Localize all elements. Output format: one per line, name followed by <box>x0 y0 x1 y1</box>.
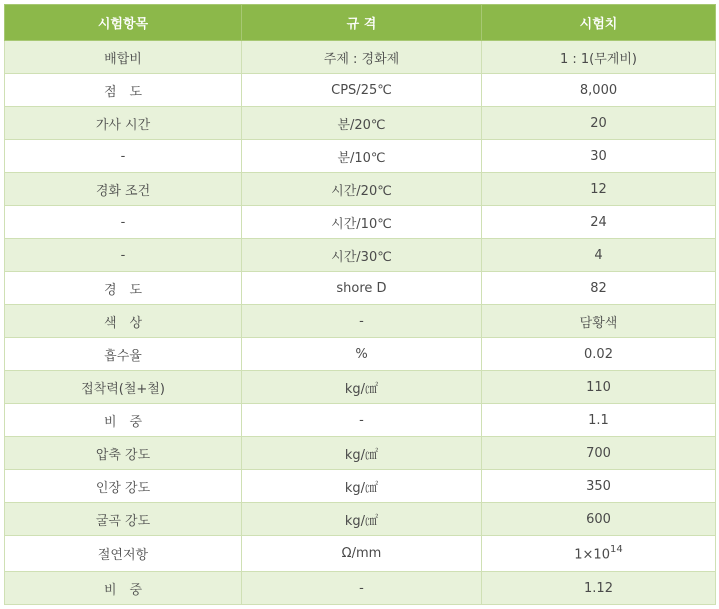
cell-value: 1.1 <box>482 404 716 437</box>
cell-value: 8,000 <box>482 74 716 107</box>
cell-value: 110 <box>482 371 716 404</box>
cell-value: 350 <box>482 470 716 503</box>
value-exponent: 14 <box>609 543 623 555</box>
cell-spec: kg/㎠ <box>242 371 482 404</box>
cell-item: 비 중 <box>5 572 242 605</box>
cell-item: 접착력(철+철) <box>5 371 242 404</box>
cell-item: 가사 시간 <box>5 107 242 140</box>
cell-value: 24 <box>482 206 716 239</box>
cell-item: - <box>5 239 242 272</box>
cell-spec: - <box>242 305 482 338</box>
table-row <box>5 272 716 305</box>
table-row <box>5 404 716 437</box>
table-row <box>5 371 716 404</box>
table-row <box>5 74 716 107</box>
cell-spec: Ω/mm <box>242 536 482 572</box>
cell-value: 20 <box>482 107 716 140</box>
cell-spec: shore D <box>242 272 482 305</box>
header-row <box>5 5 716 41</box>
table-row <box>5 338 716 371</box>
cell-item: - <box>5 140 242 173</box>
table-row <box>5 239 716 272</box>
header-test-item: 시험항목 <box>5 5 242 41</box>
table-row <box>5 536 716 572</box>
cell-spec: CPS/25℃ <box>242 74 482 107</box>
cell-value: 82 <box>482 272 716 305</box>
cell-value: 4 <box>482 239 716 272</box>
cell-item: 색 상 <box>5 305 242 338</box>
cell-spec: 시간/10℃ <box>242 206 482 239</box>
table-row <box>5 41 716 74</box>
cell-spec: 주제 : 경화제 <box>242 41 482 74</box>
table-row <box>5 173 716 206</box>
cell-spec: % <box>242 338 482 371</box>
table-row <box>5 107 716 140</box>
table-row <box>5 140 716 173</box>
cell-value: 30 <box>482 140 716 173</box>
cell-spec: 분/20℃ <box>242 107 482 140</box>
cell-item: 경화 조건 <box>5 173 242 206</box>
cell-value: 0.02 <box>482 338 716 371</box>
spec-table <box>4 4 716 605</box>
cell-value: 12 <box>482 173 716 206</box>
cell-value: 600 <box>482 503 716 536</box>
cell-item: 절연저항 <box>5 536 242 572</box>
cell-item: 흡수율 <box>5 338 242 371</box>
cell-item: - <box>5 206 242 239</box>
cell-value: 담황색 <box>482 305 716 338</box>
cell-spec: 분/10℃ <box>242 140 482 173</box>
cell-value <box>482 536 716 572</box>
table-row <box>5 305 716 338</box>
header-spec: 규 격 <box>242 5 482 41</box>
cell-spec: kg/㎠ <box>242 503 482 536</box>
cell-spec: kg/㎠ <box>242 470 482 503</box>
table-row <box>5 572 716 605</box>
header-test-value: 시험치 <box>482 5 716 41</box>
cell-value: 700 <box>482 437 716 470</box>
cell-item: 배합비 <box>5 41 242 74</box>
cell-spec: kg/㎠ <box>242 437 482 470</box>
cell-item: 비 중 <box>5 404 242 437</box>
cell-item: 점 도 <box>5 74 242 107</box>
table-row <box>5 503 716 536</box>
cell-spec: - <box>242 572 482 605</box>
cell-value: 1 : 1(무게비) <box>482 41 716 74</box>
cell-item: 압축 강도 <box>5 437 242 470</box>
table-row <box>5 437 716 470</box>
cell-item: 인장 강도 <box>5 470 242 503</box>
cell-spec: - <box>242 404 482 437</box>
table-row <box>5 206 716 239</box>
cell-spec: 시간/30℃ <box>242 239 482 272</box>
cell-value: 1.12 <box>482 572 716 605</box>
value-base: 1×10 <box>574 547 610 563</box>
cell-item: 경 도 <box>5 272 242 305</box>
table-row <box>5 470 716 503</box>
cell-item: 굴곡 강도 <box>5 503 242 536</box>
cell-spec: 시간/20℃ <box>242 173 482 206</box>
